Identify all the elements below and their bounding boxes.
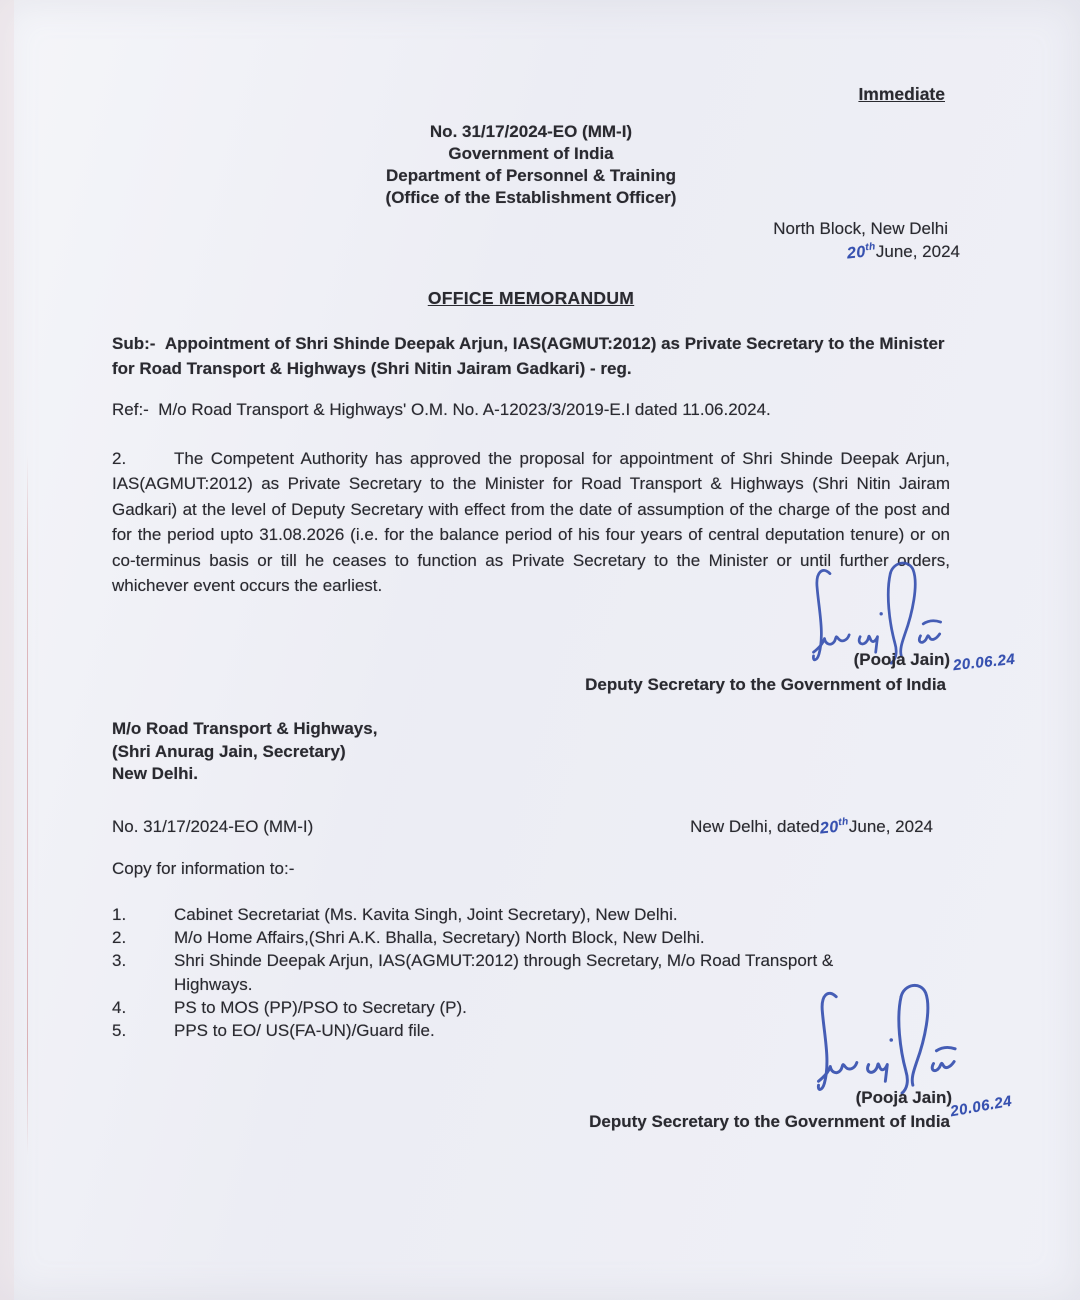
handwritten-sign-date: 20.06.24 (948, 1092, 1014, 1121)
paragraph-text: The Competent Authority has approved the proposal for appointment of Shri Shinde Deepak Arjun, IAS(AGMUT:2012) as Private Secretary to the Minister for Road Transport & Highways (Shri Nitin Jairam Gadkari) at the level of Deputy Secretary with effect from the date of assumption of the charge of the post and for the period upto 31.08.2026 (i.e. for the balance period of his four years of central deputation tenure) or on co-terminus basis or till he ceases to function as Private Secretary to the Minister or until further orders, whichever event occurs the earliest. (112, 449, 950, 596)
urgency-label: Immediate (858, 84, 945, 104)
reference-text: M/o Road Transport & Highways' O.M. No. A-12023/3/2019-E.I dated 11.06.2024. (158, 400, 771, 419)
copy-item-text: Shri Shinde Deepak Arjun, IAS(AGMUT:2012) through Secretary, M/o Road Transport & Highways. (174, 951, 834, 994)
signatory-name: (Pooja Jain) (853, 650, 950, 669)
memo-title: OFFICE MEMORANDUM (427, 288, 635, 308)
second-handwritten-day: 20th (818, 816, 849, 838)
copy-item (112, 926, 950, 949)
addressee-city: New Delhi. (112, 764, 198, 783)
reference-label: Ref:- (112, 400, 149, 419)
office-name: (Office of the Establishment Officer) (385, 188, 677, 207)
second-printed-date: June, 2024 (848, 817, 933, 836)
subject-line (112, 331, 950, 381)
second-place-prefix: New Delhi, dated (690, 817, 820, 836)
scan-margin-line (27, 455, 28, 1155)
signatory-designation: Deputy Secretary to the Government of India (585, 675, 946, 694)
addressee-ministry: M/o Road Transport & Highways, (112, 719, 378, 738)
paragraph-number: 2. (112, 449, 127, 468)
printed-date: June, 2024 (875, 242, 960, 261)
copy-heading: Copy for information to:- (112, 859, 295, 878)
addressee-secretary: (Shri Anurag Jain, Secretary) (112, 741, 346, 761)
copy-item-text: M/o Home Affairs,(Shri A.K. Bhalla, Secretary) North Block, New Delhi. (174, 928, 705, 948)
copy-item-number: 1. (112, 905, 127, 924)
dept-name: Department of Personnel & Training (386, 166, 676, 185)
reference-line (112, 398, 950, 421)
signatory-designation: Deputy Secretary to the Government of India (589, 1112, 950, 1131)
addressee-block (112, 718, 950, 786)
copy-item-number: 3. (112, 951, 127, 971)
copy-item-text: Cabinet Secretariat (Ms. Kavita Singh, Joint Secretary), New Delhi. (174, 905, 678, 924)
letter-ref-no: No. 31/17/2024-EO (MM-I) (429, 122, 633, 141)
signature-scribble-icon (790, 978, 962, 1098)
place-date-block (773, 217, 960, 264)
handwritten-sign-date: 20.06.24 (952, 650, 1017, 675)
org-name: Government of India (448, 144, 614, 163)
memo-title-row (112, 287, 950, 310)
copy-item-text: PPS to EO/ US(FA-UN)/Guard file. (174, 1021, 435, 1041)
copy-item-number: 2. (112, 928, 127, 948)
copy-item (112, 903, 950, 926)
place-line: North Block, New Delhi (773, 219, 948, 238)
second-ref-no: No. 31/17/2024-EO (MM-I) (112, 817, 314, 836)
subject-label: Sub:- (112, 334, 156, 353)
subject-text: Appointment of Shri Shinde Deepak Arjun, IAS(AGMUT:2012) as Private Secretary to the Minister for Road Transport & Highways (Shri Nitin Jairam Gadkari) - reg. (112, 334, 945, 378)
letterhead (112, 121, 950, 209)
copy-item-number: 5. (112, 1021, 127, 1041)
copy-item-text: PS to MOS (PP)/PSO to Secretary (P). (174, 997, 467, 1017)
signatory-name: (Pooja Jain) (855, 1088, 952, 1107)
date-line (773, 240, 960, 264)
copy-item-number: 4. (112, 997, 127, 1017)
second-date-line (690, 815, 933, 839)
handwritten-day: 20th (845, 241, 876, 263)
